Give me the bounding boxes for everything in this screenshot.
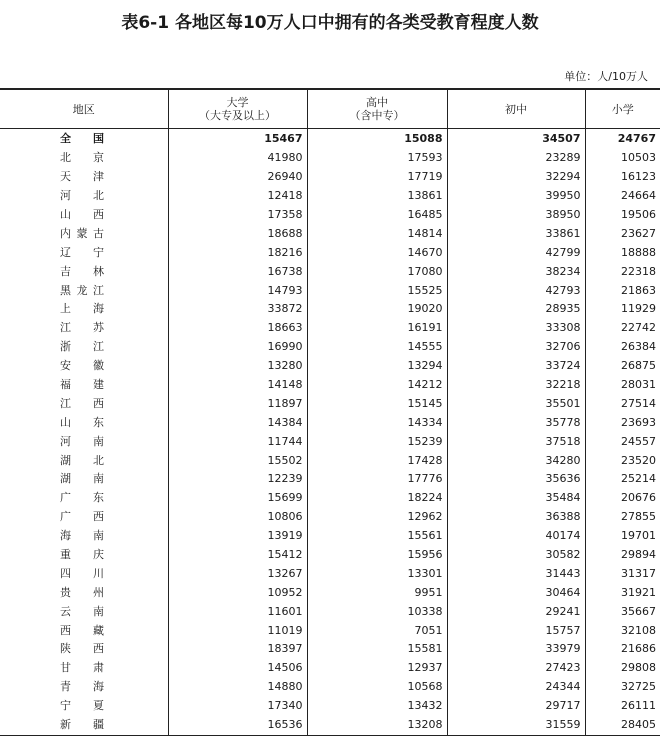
primary-school-value: 26111: [585, 697, 660, 716]
header-region: 地区: [0, 89, 168, 129]
college-value: 17340: [168, 697, 307, 716]
table-row: [0, 149, 660, 168]
high-school-value: 15956: [307, 546, 447, 565]
primary-school-value: 11929: [585, 300, 660, 319]
high-school-value: 18224: [307, 489, 447, 508]
table-row: [0, 546, 660, 565]
table-row: [0, 262, 660, 281]
region-name: 重 庆: [60, 548, 104, 562]
college-value: 12239: [168, 470, 307, 489]
region-cell: [0, 168, 168, 187]
high-school-value: 16191: [307, 319, 447, 338]
college-value: 11601: [168, 602, 307, 621]
primary-school-value: 23627: [585, 224, 660, 243]
college-value: 13280: [168, 357, 307, 376]
high-school-value: 15239: [307, 432, 447, 451]
region-name: 海 南: [60, 529, 104, 543]
region-name: 福 建: [60, 378, 104, 392]
middle-school-value: 37518: [447, 432, 585, 451]
college-value: 10806: [168, 508, 307, 527]
middle-school-value: 38950: [447, 206, 585, 225]
region-name: 青 海: [60, 680, 104, 694]
table-row: [0, 678, 660, 697]
region-name: 云 南: [60, 604, 104, 618]
table-row: [0, 470, 660, 489]
table-title: 表6-1 各地区每10万人口中拥有的各类受教育程度人数: [121, 13, 539, 33]
region-cell: [0, 508, 168, 527]
region-name: 全 国: [60, 132, 104, 146]
table-row: [0, 338, 660, 357]
high-school-value: 14212: [307, 376, 447, 395]
primary-school-value: 31317: [585, 564, 660, 583]
region-cell: [0, 470, 168, 489]
middle-school-value: 39950: [447, 187, 585, 206]
college-value: 41980: [168, 149, 307, 168]
college-value: 15699: [168, 489, 307, 508]
high-school-value: 10568: [307, 678, 447, 697]
primary-school-value: 26875: [585, 357, 660, 376]
region-name: 山 东: [60, 415, 104, 429]
middle-school-value: 31443: [447, 564, 585, 583]
college-value: 33872: [168, 300, 307, 319]
primary-school-value: 19701: [585, 527, 660, 546]
high-school-value: 17428: [307, 451, 447, 470]
high-school-value: 13208: [307, 716, 447, 735]
college-value: 12418: [168, 187, 307, 206]
college-value: 14384: [168, 413, 307, 432]
region-name: 吉 林: [60, 264, 104, 278]
primary-school-value: 27514: [585, 394, 660, 413]
region-cell: [0, 583, 168, 602]
middle-school-value: 32706: [447, 338, 585, 357]
college-value: 11019: [168, 621, 307, 640]
college-value: 14793: [168, 281, 307, 300]
unit-label: 单位：人/10万人: [564, 70, 648, 83]
table-row: [0, 168, 660, 187]
region-name: 贵 州: [60, 585, 104, 599]
middle-school-value: 33861: [447, 224, 585, 243]
table-row: [0, 319, 660, 338]
region-cell: [0, 224, 168, 243]
table-row: [0, 527, 660, 546]
high-school-value: 14670: [307, 243, 447, 262]
primary-school-value: 29808: [585, 659, 660, 678]
high-school-value: 12937: [307, 659, 447, 678]
region-cell: [0, 376, 168, 395]
region-cell: [0, 206, 168, 225]
region-cell: [0, 659, 168, 678]
table-row: [0, 243, 660, 262]
primary-school-value: 32108: [585, 621, 660, 640]
primary-school-value: 24557: [585, 432, 660, 451]
middle-school-value: 29241: [447, 602, 585, 621]
region-cell: [0, 394, 168, 413]
middle-school-value: 35501: [447, 394, 585, 413]
middle-school-value: 36388: [447, 508, 585, 527]
primary-school-value: 24767: [585, 129, 660, 149]
middle-school-value: 33308: [447, 319, 585, 338]
table-row: [0, 357, 660, 376]
region-cell: [0, 716, 168, 735]
college-value: 10952: [168, 583, 307, 602]
region-cell: [0, 621, 168, 640]
high-school-value: 15525: [307, 281, 447, 300]
table-row-total: [0, 129, 660, 149]
primary-school-value: 20676: [585, 489, 660, 508]
middle-school-value: 34280: [447, 451, 585, 470]
college-value: 18688: [168, 224, 307, 243]
region-cell: [0, 489, 168, 508]
region-name: 广 西: [60, 510, 104, 524]
region-cell: [0, 546, 168, 565]
region-cell: [0, 281, 168, 300]
middle-school-value: 33979: [447, 640, 585, 659]
high-school-value: 17776: [307, 470, 447, 489]
primary-school-value: 23520: [585, 451, 660, 470]
high-school-value: 13301: [307, 564, 447, 583]
middle-school-value: 15757: [447, 621, 585, 640]
primary-school-value: 18888: [585, 243, 660, 262]
region-cell: [0, 432, 168, 451]
high-school-value: 7051: [307, 621, 447, 640]
table-row: [0, 621, 660, 640]
high-school-value: 9951: [307, 583, 447, 602]
middle-school-value: 38234: [447, 262, 585, 281]
middle-school-value: 30582: [447, 546, 585, 565]
table-row: [0, 716, 660, 735]
college-value: 16990: [168, 338, 307, 357]
region-name: 宁 夏: [60, 699, 104, 713]
region-name: 广 东: [60, 491, 104, 505]
middle-school-value: 29717: [447, 697, 585, 716]
college-value: 15412: [168, 546, 307, 565]
middle-school-value: 32218: [447, 376, 585, 395]
college-value: 16536: [168, 716, 307, 735]
primary-school-value: 28405: [585, 716, 660, 735]
primary-school-value: 29894: [585, 546, 660, 565]
region-cell: [0, 262, 168, 281]
middle-school-value: 34507: [447, 129, 585, 149]
high-school-value: 17080: [307, 262, 447, 281]
college-value: 18397: [168, 640, 307, 659]
middle-school-value: 23289: [447, 149, 585, 168]
high-school-value: 10338: [307, 602, 447, 621]
middle-school-value: 24344: [447, 678, 585, 697]
education-table: [0, 88, 660, 736]
middle-school-value: 35636: [447, 470, 585, 489]
primary-school-value: 22742: [585, 319, 660, 338]
primary-school-value: 32725: [585, 678, 660, 697]
region-name: 北 京: [60, 151, 104, 165]
region-name: 河 南: [60, 434, 104, 448]
table-row: [0, 394, 660, 413]
header-middle-school: 初中: [447, 89, 585, 129]
high-school-value: 13861: [307, 187, 447, 206]
table-row: [0, 451, 660, 470]
table-row: [0, 281, 660, 300]
primary-school-value: 25214: [585, 470, 660, 489]
region-name: 江 西: [60, 396, 104, 410]
college-value: 26940: [168, 168, 307, 187]
middle-school-value: 42799: [447, 243, 585, 262]
middle-school-value: 32294: [447, 168, 585, 187]
college-value: 13919: [168, 527, 307, 546]
region-cell: [0, 149, 168, 168]
primary-school-value: 21863: [585, 281, 660, 300]
table-row: [0, 413, 660, 432]
middle-school-value: 30464: [447, 583, 585, 602]
region-name: 山 西: [60, 208, 104, 221]
region-cell: [0, 319, 168, 338]
high-school-value: 13294: [307, 357, 447, 376]
high-school-value: 15088: [307, 129, 447, 149]
college-value: 11897: [168, 394, 307, 413]
header-primary-school: 小学: [585, 89, 660, 129]
region-name: 天 津: [60, 170, 104, 184]
region-name: 上 海: [60, 302, 104, 316]
primary-school-value: 23693: [585, 413, 660, 432]
high-school-value: 17719: [307, 168, 447, 187]
table-row: [0, 224, 660, 243]
header-high-school: 高中 （含中专）: [307, 89, 447, 129]
region-cell: [0, 564, 168, 583]
high-school-value: 14814: [307, 224, 447, 243]
college-value: 11744: [168, 432, 307, 451]
high-school-value: 16485: [307, 206, 447, 225]
college-value: 15502: [168, 451, 307, 470]
header-college: 大学 （大专及以上）: [168, 89, 307, 129]
primary-school-value: 28031: [585, 376, 660, 395]
region-name: 内蒙古: [60, 226, 104, 240]
college-value: 15467: [168, 129, 307, 149]
high-school-value: 15145: [307, 394, 447, 413]
region-cell: [0, 413, 168, 432]
region-cell: [0, 338, 168, 357]
region-cell: [0, 678, 168, 697]
region-name: 新 疆: [60, 718, 104, 732]
high-school-value: 14334: [307, 413, 447, 432]
middle-school-value: 40174: [447, 527, 585, 546]
region-cell: [0, 357, 168, 376]
table-row: [0, 376, 660, 395]
header-row: [0, 89, 660, 129]
college-value: 14148: [168, 376, 307, 395]
region-cell: [0, 527, 168, 546]
primary-school-value: 21686: [585, 640, 660, 659]
table-row: [0, 602, 660, 621]
college-value: 13267: [168, 564, 307, 583]
region-cell: [0, 602, 168, 621]
high-school-value: 13432: [307, 697, 447, 716]
table-row: [0, 564, 660, 583]
primary-school-value: 19506: [585, 206, 660, 225]
table-row: [0, 206, 660, 225]
primary-school-value: 26384: [585, 338, 660, 357]
primary-school-value: 24664: [585, 187, 660, 206]
primary-school-value: 35667: [585, 602, 660, 621]
middle-school-value: 28935: [447, 300, 585, 319]
table-row: [0, 659, 660, 678]
primary-school-value: 22318: [585, 262, 660, 281]
region-name: 西 藏: [60, 623, 104, 637]
high-school-value: 19020: [307, 300, 447, 319]
middle-school-value: 27423: [447, 659, 585, 678]
region-name: 江 苏: [60, 321, 104, 335]
high-school-value: 15561: [307, 527, 447, 546]
table-row: [0, 187, 660, 206]
college-value: 16738: [168, 262, 307, 281]
high-school-value: 15581: [307, 640, 447, 659]
middle-school-value: 35778: [447, 413, 585, 432]
college-value: 14880: [168, 678, 307, 697]
region-name: 湖 南: [60, 472, 104, 486]
region-name: 辽 宁: [60, 245, 104, 259]
middle-school-value: 31559: [447, 716, 585, 735]
region-name: 四 川: [60, 566, 104, 580]
table-row: [0, 432, 660, 451]
region-cell: [0, 697, 168, 716]
college-value: 18663: [168, 319, 307, 338]
region-cell: [0, 129, 168, 149]
table-row: [0, 508, 660, 527]
high-school-value: 17593: [307, 149, 447, 168]
college-value: 17358: [168, 206, 307, 225]
primary-school-value: 10503: [585, 149, 660, 168]
college-value: 18216: [168, 243, 307, 262]
region-name: 安 徽: [60, 359, 104, 373]
region-name: 甘 肃: [60, 661, 104, 675]
high-school-value: 14555: [307, 338, 447, 357]
table-row: [0, 489, 660, 508]
table-row: [0, 697, 660, 716]
table-row: [0, 300, 660, 319]
region-cell: [0, 187, 168, 206]
region-name: 浙 江: [60, 340, 104, 354]
table-body: [0, 129, 660, 736]
table-row: [0, 583, 660, 602]
region-name: 河 北: [60, 189, 104, 203]
middle-school-value: 35484: [447, 489, 585, 508]
region-cell: [0, 451, 168, 470]
table-row: [0, 640, 660, 659]
primary-school-value: 16123: [585, 168, 660, 187]
region-cell: [0, 243, 168, 262]
high-school-value: 12962: [307, 508, 447, 527]
region-name: 湖 北: [60, 453, 104, 467]
region-cell: [0, 640, 168, 659]
college-value: 14506: [168, 659, 307, 678]
middle-school-value: 33724: [447, 357, 585, 376]
middle-school-value: 42793: [447, 281, 585, 300]
region-cell: [0, 300, 168, 319]
primary-school-value: 31921: [585, 583, 660, 602]
region-name: 陕 西: [60, 642, 104, 656]
primary-school-value: 27855: [585, 508, 660, 527]
region-name: 黑龙江: [60, 283, 104, 297]
